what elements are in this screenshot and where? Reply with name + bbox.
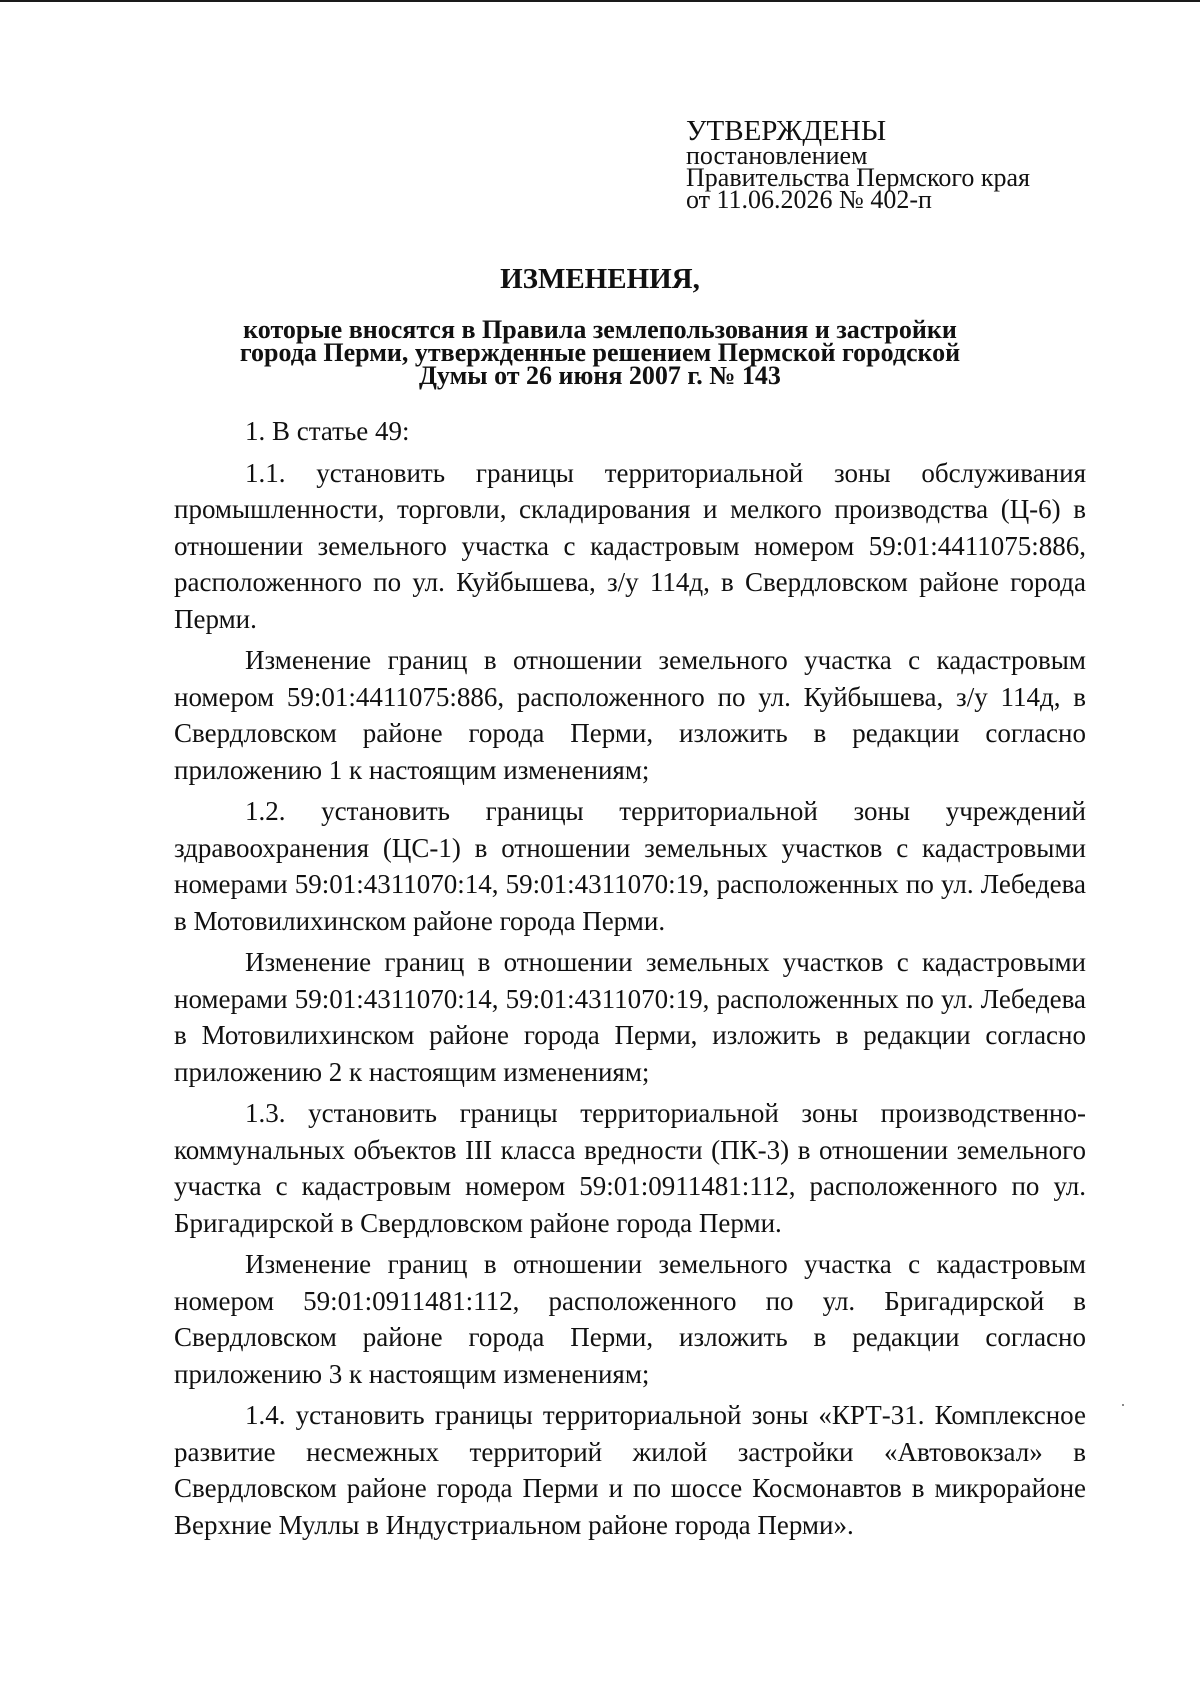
document-subtitle-line-3: Думы от 26 июня 2007 г. № 143	[419, 361, 781, 390]
approval-line-2: Правительства Пермского края	[686, 163, 1030, 192]
paragraph-1-1: 1.1. установить границы территориальной зоны обслуживания промышленности, торговли, складирования и мелкого производства (Ц-6) в отношении земельного участка с кадастровым номером 59:01:4411075:886, расположенного по ул. Куйбышева, з/у 114д, в Свердловском районе города Перми.	[174, 457, 1086, 634]
paragraph-1-3-change: Изменение границ в отношении земельного участка с кадастровым номером 59:01:0911481:112, расположенного по ул. Бригадирской в Свердловском районе города Перми, изложить в редакции согласно приложению 3 к настоящим изменениям;	[174, 1249, 1086, 1389]
document-body	[174, 413, 1086, 1548]
approval-line-3: от 11.06.2026 № 402-п	[686, 185, 932, 214]
document-subtitle-line-2: города Перми, утвержденные решением Пермской городской	[239, 338, 961, 367]
document-title: ИЗМЕНЕНИЯ,	[500, 263, 700, 295]
paragraph-1-1-change: Изменение границ в отношении земельного участка с кадастровым номером 59:01:4411075:886, расположенного по ул. Куйбышева, з/у 114д, в Свердловском районе города Перми, изложить в редакции согласно приложению 1 к настоящим изменениям;	[174, 645, 1086, 785]
paragraph-article-49: 1. В статье 49:	[245, 416, 410, 446]
document-subtitle-line-1: которые вносятся в Правила землепользования и застройки	[243, 315, 957, 344]
page-top-border	[0, 0, 1200, 2]
approval-line-1: постановлением	[686, 141, 868, 170]
paragraph-1-2: 1.2. установить границы территориальной зоны учреждений здравоохранения (ЦС-1) в отношении земельных участков с кадастровыми номерами 59:01:4311070:14, 59:01:4311070:19, расположенных по ул. Лебедева в Мотовилихинском районе города Перми.	[174, 796, 1086, 936]
paragraph-1-4: 1.4. установить границы территориальной зоны «КРТ-31. Комплексное развитие несмежных территорий жилой застройки «Автовокзал» в Свердловском районе города Перми и по шоссе Космонавтов в микрорайоне Верхние Муллы в Индустриальном районе города Перми».	[174, 1400, 1086, 1540]
paragraph-1-2-change: Изменение границ в отношении земельных участков с кадастровыми номерами 59:01:4311070:14, 59:01:4311070:19, расположенных по ул. Лебедева в Мотовилихинском районе города Перми, изложить в редакции согласно приложению 2 к настоящим изменениям;	[174, 947, 1086, 1087]
approval-stamp	[686, 115, 1146, 214]
scan-speck	[1122, 1404, 1124, 1406]
document-heading	[150, 262, 1050, 390]
paragraph-1-3: 1.3. установить границы территориальной зоны производственно-коммунальных объектов III класса вредности (ПК-3) в отношении земельного участка с кадастровым номером 59:01:0911481:112, расположенного по ул. Бригадирской в Свердловском районе города Перми.	[174, 1098, 1086, 1238]
approval-title: УТВЕРЖДЕНЫ	[686, 115, 887, 147]
